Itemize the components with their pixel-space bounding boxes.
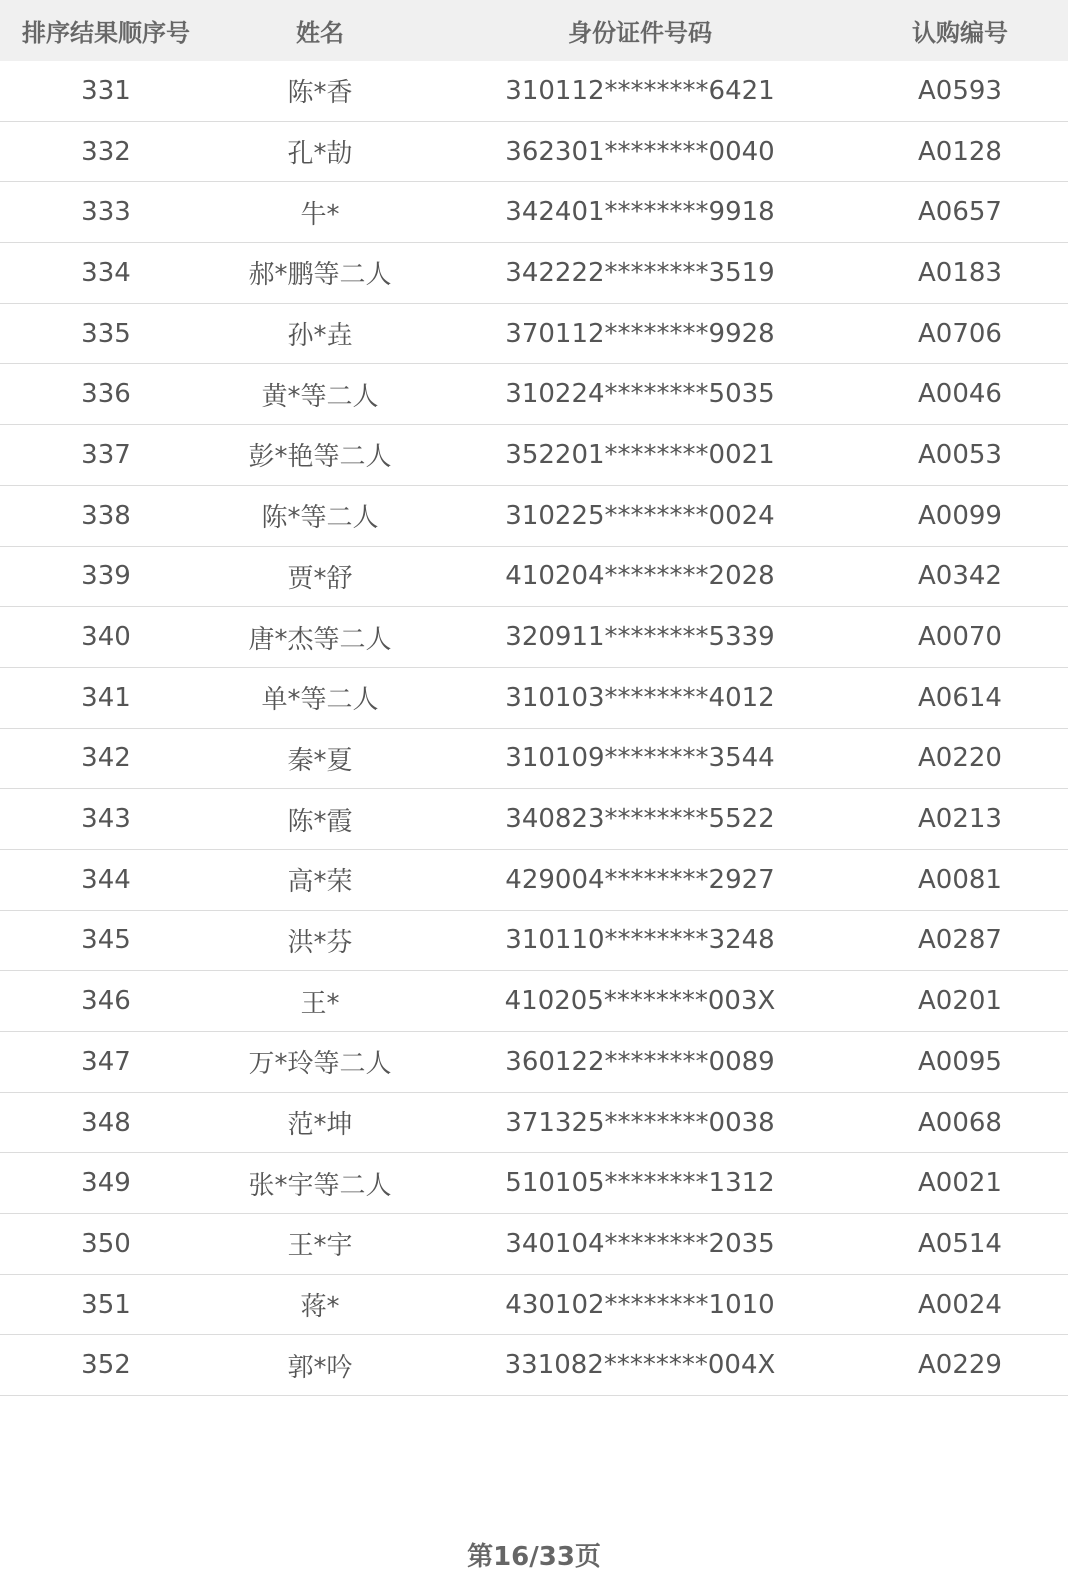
table-row [0, 1153, 1068, 1214]
table-row [0, 789, 1068, 850]
seq-cell: 338 [81, 500, 131, 531]
seq-cell: 337 [81, 439, 131, 470]
id-number-cell: 371325********0038 [505, 1107, 775, 1138]
table-row [0, 607, 1068, 668]
id-number-cell: 410204********2028 [505, 561, 775, 592]
page-indicator: 第16/33页 [467, 1542, 601, 1572]
subscription-code-cell: A0593 [918, 75, 1002, 106]
name-cell: 范*坤 [287, 1110, 353, 1141]
id-number-cell: 331082********004X [504, 1350, 776, 1381]
seq-cell: 343 [81, 804, 131, 835]
subscription-code-cell: A0070 [918, 622, 1002, 653]
seq-cell: 331 [81, 75, 131, 106]
name-cell: 孔*劼 [287, 139, 353, 170]
id-number-cell: 429004********2927 [505, 864, 775, 895]
header-id: 身份证件号码 [568, 19, 712, 47]
id-number-cell: 310112********6421 [505, 75, 775, 106]
seq-cell: 339 [81, 561, 131, 592]
seq-cell: 352 [81, 1350, 131, 1381]
table-row [0, 911, 1068, 972]
id-number-cell: 360122********0089 [505, 1046, 775, 1077]
subscription-code-cell: A0657 [918, 197, 1002, 228]
id-number-cell: 320911********5339 [505, 622, 775, 653]
subscription-code-cell: A0201 [918, 986, 1002, 1017]
id-number-cell: 342401********9918 [505, 197, 775, 228]
seq-cell: 342 [81, 743, 131, 774]
subscription-code-cell: A0229 [918, 1350, 1002, 1381]
seq-cell: 346 [81, 986, 131, 1017]
seq-cell: 345 [81, 925, 131, 956]
table-row [0, 1275, 1068, 1336]
id-number-cell: 410205********003X [504, 986, 776, 1017]
table-row [0, 1335, 1068, 1396]
seq-cell: 351 [81, 1289, 131, 1320]
table-row [0, 729, 1068, 790]
name-cell: 黄*等二人 [261, 381, 379, 412]
id-number-cell: 310103********4012 [505, 682, 775, 713]
id-number-cell: 340104********2035 [505, 1228, 775, 1259]
id-number-cell: 370112********9928 [505, 318, 775, 349]
table-row [0, 971, 1068, 1032]
header-seq: 排序结果顺序号 [22, 19, 190, 47]
subscription-code-cell: A0213 [918, 804, 1002, 835]
seq-cell: 341 [81, 682, 131, 713]
seq-cell: 334 [81, 257, 131, 288]
name-cell: 蒋* [300, 1292, 340, 1323]
id-number-cell: 342222********3519 [505, 257, 775, 288]
table-row [0, 304, 1068, 365]
table-row [0, 1093, 1068, 1154]
subscription-code-cell: A0068 [918, 1107, 1002, 1138]
seq-cell: 350 [81, 1228, 131, 1259]
table-row [0, 425, 1068, 486]
id-number-cell: 430102********1010 [505, 1289, 775, 1320]
name-cell: 万*玲等二人 [248, 1049, 392, 1080]
name-cell: 王* [300, 988, 340, 1019]
table-row [0, 243, 1068, 304]
name-cell: 贾*舒 [287, 563, 353, 594]
subscription-code-cell: A0095 [918, 1046, 1002, 1077]
table-row [0, 486, 1068, 547]
subscription-code-cell: A0706 [918, 318, 1002, 349]
name-cell: 孙*垚 [287, 321, 353, 352]
subscription-code-cell: A0128 [918, 136, 1002, 167]
table-header [0, 0, 1068, 61]
subscription-code-cell: A0287 [918, 925, 1002, 956]
name-cell: 王*宇 [287, 1231, 353, 1262]
seq-cell: 348 [81, 1107, 131, 1138]
id-number-cell: 352201********0021 [505, 439, 775, 470]
header-name: 姓名 [296, 19, 344, 47]
name-cell: 陈*等二人 [261, 503, 379, 534]
table-row [0, 547, 1068, 608]
seq-cell: 336 [81, 379, 131, 410]
name-cell: 唐*杰等二人 [248, 624, 392, 655]
table-row [0, 1214, 1068, 1275]
id-number-cell: 340823********5522 [505, 804, 775, 835]
seq-cell: 344 [81, 864, 131, 895]
id-number-cell: 310109********3544 [505, 743, 775, 774]
name-cell: 郝*鹏等二人 [248, 260, 392, 291]
subscription-code-cell: A0046 [918, 379, 1002, 410]
name-cell: 郭*吟 [287, 1352, 353, 1383]
name-cell: 陈*香 [287, 78, 353, 109]
subscription-code-cell: A0220 [918, 743, 1002, 774]
name-cell: 单*等二人 [261, 685, 379, 716]
subscription-code-cell: A0514 [918, 1228, 1002, 1259]
id-number-cell: 310224********5035 [505, 379, 775, 410]
id-number-cell: 510105********1312 [505, 1168, 775, 1199]
table-row [0, 668, 1068, 729]
subscription-code-cell: A0081 [918, 864, 1002, 895]
subscription-code-cell: A0053 [918, 439, 1002, 470]
name-cell: 彭*艳等二人 [248, 442, 392, 473]
subscription-code-cell: A0342 [918, 561, 1002, 592]
seq-cell: 347 [81, 1046, 131, 1077]
id-number-cell: 310225********0024 [505, 500, 775, 531]
name-cell: 高*荣 [287, 867, 353, 898]
header-code: 认购编号 [912, 19, 1008, 47]
name-cell: 洪*芬 [287, 927, 353, 958]
table-row [0, 61, 1068, 122]
name-cell: 陈*霞 [287, 806, 353, 837]
seq-cell: 332 [81, 136, 131, 167]
seq-cell: 335 [81, 318, 131, 349]
subscription-code-cell: A0614 [918, 682, 1002, 713]
id-number-cell: 362301********0040 [505, 136, 775, 167]
table-row [0, 1032, 1068, 1093]
table-row [0, 122, 1068, 183]
subscription-code-cell: A0183 [918, 257, 1002, 288]
table-body [0, 61, 1068, 1396]
name-cell: 秦*夏 [287, 745, 353, 776]
seq-cell: 340 [81, 622, 131, 653]
seq-cell: 349 [81, 1168, 131, 1199]
table-row [0, 182, 1068, 243]
subscription-code-cell: A0021 [918, 1168, 1002, 1199]
name-cell: 牛* [300, 199, 340, 230]
subscription-code-cell: A0024 [918, 1289, 1002, 1320]
table-row [0, 364, 1068, 425]
subscription-code-cell: A0099 [918, 500, 1002, 531]
name-cell: 张*宇等二人 [248, 1170, 392, 1201]
id-number-cell: 310110********3248 [505, 925, 775, 956]
seq-cell: 333 [81, 197, 131, 228]
table-row [0, 850, 1068, 911]
